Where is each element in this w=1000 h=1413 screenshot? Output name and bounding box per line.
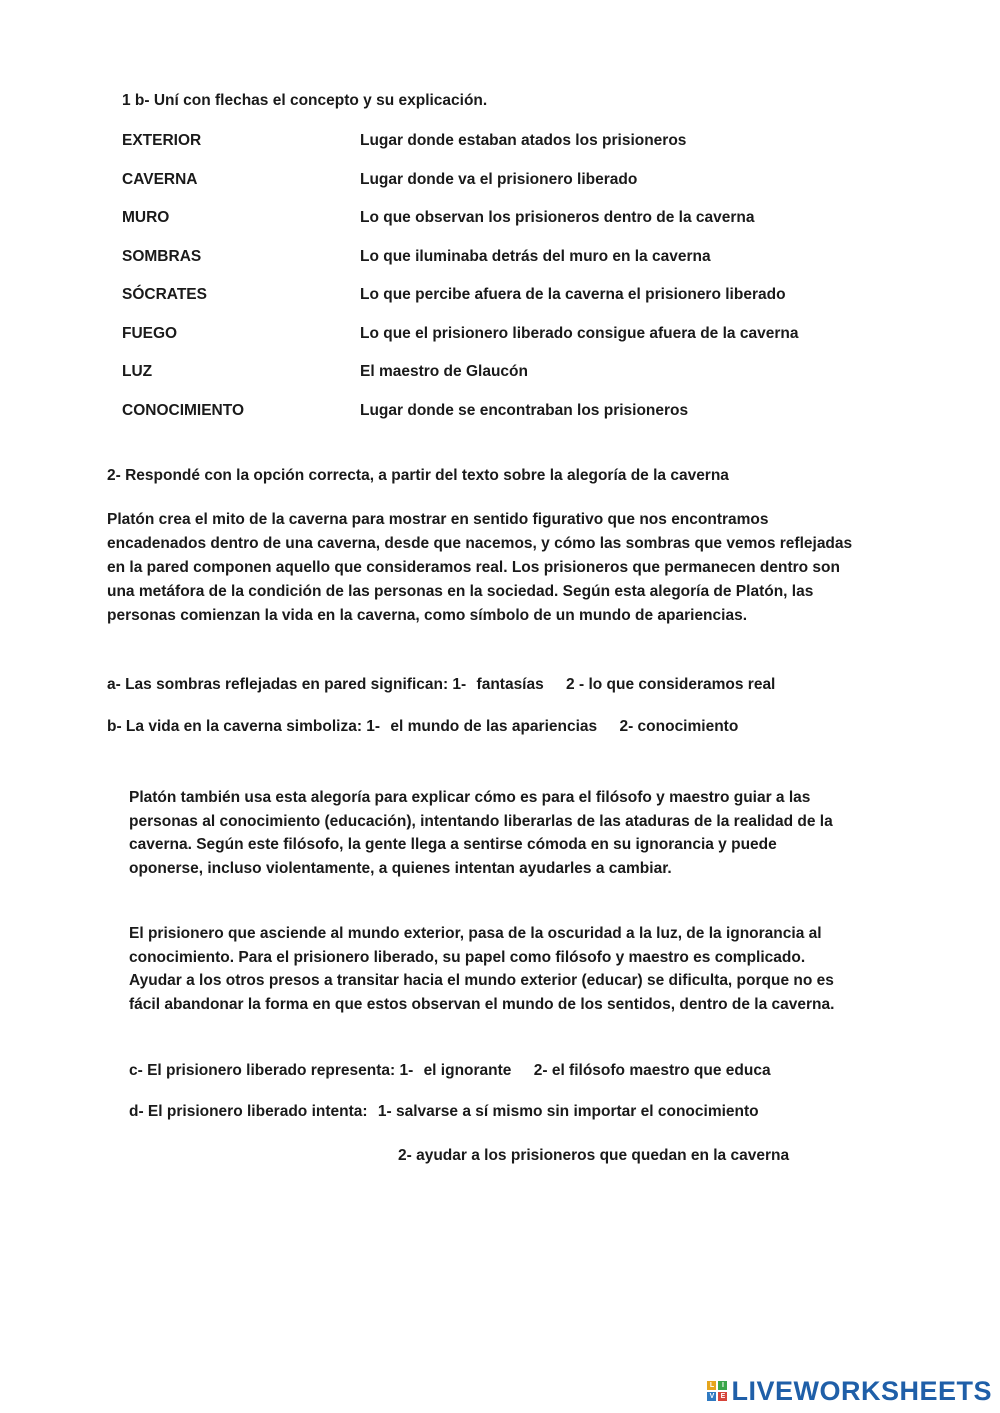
paragraph-philosopher: Platón también usa esta alegoría para explicar cómo es para el filósofo y maestro guiar a las personas al conocimiento (educación), intentando liberarlas de las ataduras de la realidad de la caverna. Según este filósofo, la gente llega a sentirse cómoda en su ignorancia y puede oponerse, incluso violentamente, a quienes intentan ayudarles a cambiar. (129, 789, 833, 877)
logo-text: LIVEWORKSHEETS (731, 1375, 992, 1406)
concept-exterior[interactable]: EXTERIOR (122, 132, 202, 149)
description-3[interactable]: Lo que observan los prisioneros dentro de la caverna (360, 209, 755, 226)
concept-socrates[interactable]: SÓCRATES (122, 286, 207, 303)
match-row (122, 363, 882, 387)
question-c-option-1[interactable]: el ignorante (423, 1062, 512, 1079)
question-d-option-2[interactable]: 2- ayudar a los prisioneros que quedan en la caverna (398, 1147, 790, 1164)
question-d-prompt: d- El prisionero liberado intenta: (129, 1103, 368, 1120)
description-7[interactable]: El maestro de Glaucón (360, 363, 528, 380)
question-a-prompt: a- Las sombras reflejadas en pared significan: 1- (107, 676, 467, 693)
description-4[interactable]: Lo que iluminaba detrás del muro en la caverna (360, 248, 711, 265)
concept-caverna[interactable]: CAVERNA (122, 171, 198, 188)
description-5[interactable]: Lo que percibe afuera de la caverna el prisionero liberado (360, 286, 786, 303)
description-2[interactable]: Lugar donde va el prisionero liberado (360, 171, 638, 188)
exercise2-heading: 2- Respondé con la opción correcta, a partir del texto sobre la alegoría de la caverna (107, 467, 729, 484)
question-b-option-1[interactable]: el mundo de las apariencias (390, 718, 598, 735)
question-c-prompt: c- El prisionero liberado representa: 1- (129, 1062, 414, 1079)
description-8[interactable]: Lugar donde se encontraban los prisioneros (360, 402, 689, 419)
question-a (107, 676, 775, 694)
question-d (129, 1103, 759, 1121)
question-c (129, 1062, 771, 1080)
match-row (122, 248, 882, 272)
match-row (122, 325, 882, 349)
concept-conocimiento[interactable]: CONOCIMIENTO (122, 402, 244, 419)
logo-mark-icon: L I V E (707, 1381, 727, 1401)
paragraph-allegory: Platón crea el mito de la caverna para mostrar en sentido figurativo que nos encontramos encadenados dentro de una caverna, desde que nacemos, y cómo las sombras que vemos reflejadas en la pared componen aquello que consideramos real. Los prisioneros que permanecen dentro son una metáfora de la condición de las personas en la sociedad. Según esta alegoría de Platón, las personas comienzan la vida en la caverna, como símbolo de un mundo de apariencias. (107, 511, 853, 624)
question-b-option-2[interactable]: 2- conocimiento (619, 718, 739, 735)
question-b (107, 718, 738, 736)
question-c-option-2[interactable]: 2- el filósofo maestro que educa (533, 1062, 771, 1079)
match-row (122, 132, 882, 156)
question-b-prompt: b- La vida en la caverna simboliza: 1- (107, 718, 381, 735)
match-row (122, 402, 882, 426)
question-a-option-1[interactable]: fantasías (476, 676, 544, 693)
concept-sombras[interactable]: SOMBRAS (122, 248, 202, 265)
match-row (122, 171, 882, 195)
question-d-option-1[interactable]: 1- salvarse a sí mismo sin importar el conocimiento (377, 1103, 759, 1120)
liveworksheets-logo (707, 1373, 992, 1409)
description-1[interactable]: Lugar donde estaban atados los prisioneros (360, 132, 687, 149)
description-6[interactable]: Lo que el prisionero liberado consigue afuera de la caverna (360, 325, 799, 342)
concept-muro[interactable]: MURO (122, 209, 170, 226)
match-row (122, 209, 882, 233)
question-a-option-2[interactable]: 2 - lo que consideramos real (566, 676, 776, 693)
paragraph-prisoner: El prisionero que asciende al mundo exterior, pasa de la oscuridad a la luz, de la ignorancia al conocimiento. Para el prisionero liberado, su papel como filósofo y maestro es complicado. Ayudar a los otros presos a transitar hacia el mundo exterior (educar) se dificulta, porque no es fácil abandonar la forma en que estos observan el mundo de los sentidos, dentro de la caverna. (129, 925, 835, 1013)
concept-luz[interactable]: LUZ (122, 363, 153, 380)
exercise1-heading: 1 b- Uní con flechas el concepto y su explicación. (122, 92, 488, 109)
concept-fuego[interactable]: FUEGO (122, 325, 178, 342)
match-row (122, 286, 882, 310)
